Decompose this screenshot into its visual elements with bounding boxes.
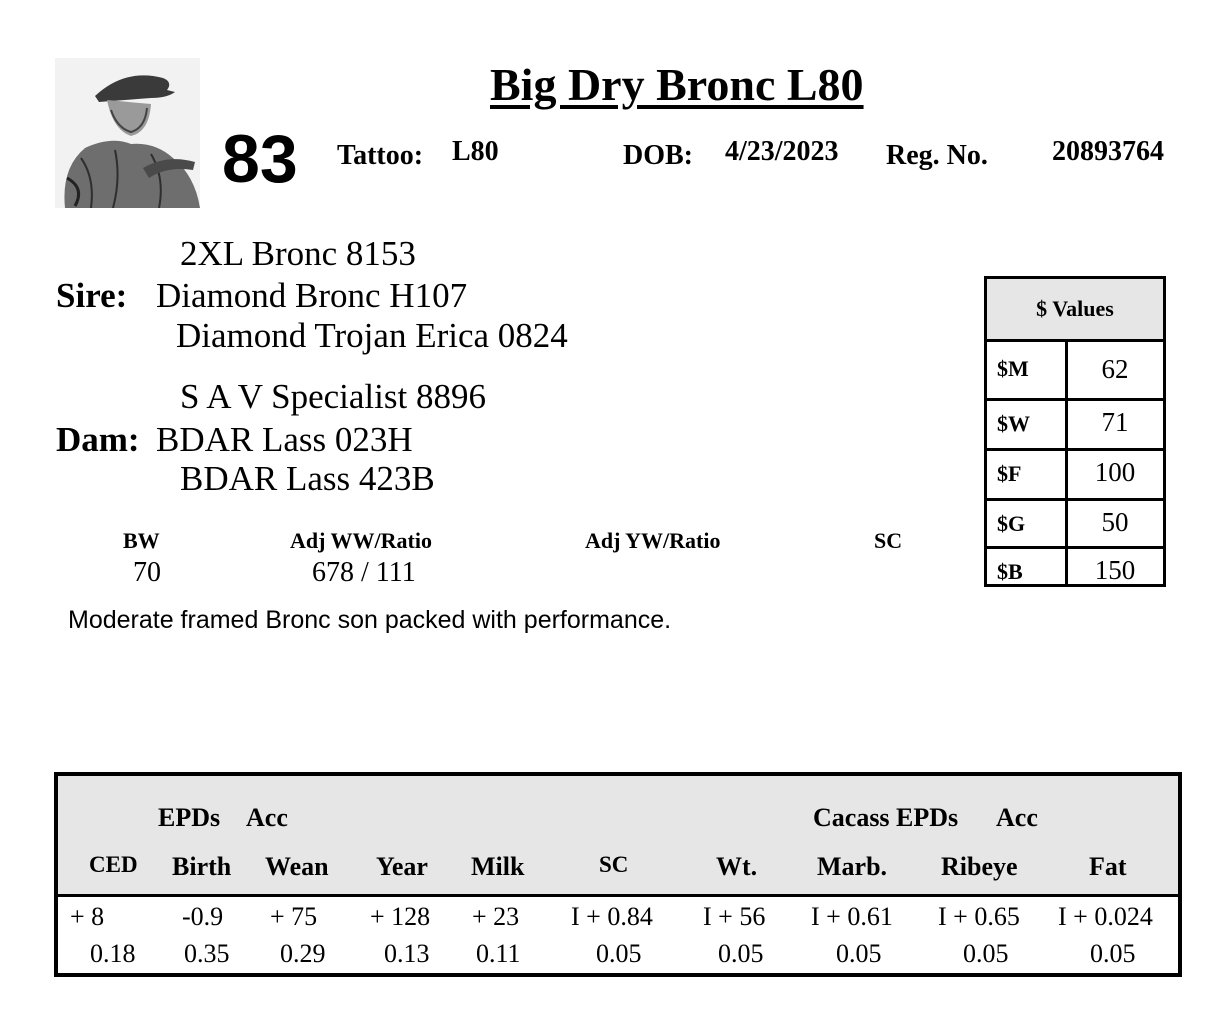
dollar-value: 50 (1101, 507, 1129, 537)
epd-value: + 8 (70, 902, 105, 931)
dollar-value: 71 (1101, 407, 1129, 437)
dam-label: Dam: (56, 420, 140, 459)
epd-col-sc: SC (599, 852, 629, 877)
adj-yw-label: Adj YW/Ratio (585, 528, 721, 553)
dollar-label: $B (997, 559, 1023, 584)
epd-value: I + 0.84 (571, 902, 653, 931)
epd-accuracy: 0.35 (184, 939, 230, 968)
epd-col-wean: Wean (265, 852, 329, 881)
dollar-row (987, 549, 1163, 599)
dollar-label: $W (997, 411, 1030, 436)
dollar-values-title: $ Values (987, 279, 1163, 342)
epd-value: + 23 (472, 902, 520, 931)
dam-dam: BDAR Lass 423B (180, 459, 435, 498)
dob-label: DOB: (623, 140, 693, 171)
epd-col-ced: CED (89, 852, 138, 877)
epd-value: + 75 (270, 902, 318, 931)
lot-number: 83 (222, 121, 298, 197)
sire-name: Diamond Bronc H107 (156, 276, 468, 315)
dollar-label: $F (997, 461, 1022, 486)
sire-sire: 2XL Bronc 8153 (180, 234, 416, 273)
dollar-value: 150 (1094, 555, 1136, 585)
dollar-row (987, 451, 1163, 501)
epd-value: I + 0.61 (811, 902, 893, 931)
epd-accuracy: 0.05 (596, 939, 642, 968)
epd-accuracy: 0.05 (1090, 939, 1136, 968)
sire-label: Sire: (56, 276, 128, 315)
epd-col-fat: Fat (1089, 852, 1127, 881)
epd-group-label: EPDs (158, 803, 221, 832)
dollar-label: $M (997, 356, 1029, 381)
dollar-label: $G (997, 511, 1026, 536)
bw-value: 70 (133, 557, 161, 588)
reg-no-label: Reg. No. (886, 140, 988, 171)
epd-value: I + 0.65 (938, 902, 1020, 931)
sc-label: SC (874, 528, 903, 553)
dollar-row (987, 501, 1163, 551)
epd-accuracy: 0.18 (90, 939, 136, 968)
epd-value: + 128 (370, 902, 431, 931)
carcass-epd-group-label: Cacass EPDs (813, 803, 959, 832)
adj-ww-value: 678 / 111 (312, 557, 416, 588)
epd-table (54, 772, 1182, 977)
dollar-row (987, 342, 1163, 392)
epd-accuracy: 0.05 (718, 939, 764, 968)
epd-col-milk: Milk (471, 852, 525, 881)
comment-text: Moderate framed Bronc son packed with performance. (68, 606, 672, 634)
epd-col-wt: Wt. (716, 852, 758, 881)
adj-ww-label: Adj WW/Ratio (290, 528, 432, 553)
carcass-acc-label: Acc (996, 803, 1038, 832)
dob-value: 4/23/2023 (725, 136, 839, 167)
epd-col-marb: Marb. (817, 852, 888, 881)
dollar-value: 100 (1094, 457, 1136, 487)
epd-col-birth: Birth (172, 852, 232, 881)
dollar-values-table (984, 276, 1166, 587)
epd-header-divider (58, 894, 1178, 897)
reg-no-value: 20893764 (1052, 136, 1164, 167)
epd-accuracy: 0.05 (836, 939, 882, 968)
epd-value: I + 0.024 (1058, 902, 1153, 931)
dollar-value: 62 (1101, 354, 1129, 384)
epd-value: I + 56 (703, 902, 766, 931)
animal-name-title: Big Dry Bronc L80 (490, 59, 864, 110)
sire-dam: Diamond Trojan Erica 0824 (176, 316, 568, 355)
epd-col-ribeye: Ribeye (941, 852, 1018, 881)
dam-sire: S A V Specialist 8896 (180, 377, 486, 416)
dollar-row (987, 401, 1163, 451)
epd-acc-label: Acc (246, 803, 288, 832)
dam-name: BDAR Lass 023H (156, 420, 413, 459)
epd-accuracy: 0.11 (476, 939, 521, 968)
bw-label: BW (123, 528, 160, 553)
tattoo-value: L80 (452, 136, 499, 167)
epd-col-year: Year (376, 852, 428, 881)
epd-accuracy: 0.29 (280, 939, 326, 968)
epd-value: -0.9 (182, 902, 224, 931)
cowboy-sketch-logo (55, 58, 200, 208)
epd-accuracy: 0.05 (963, 939, 1009, 968)
tattoo-label: Tattoo: (337, 140, 424, 171)
epd-accuracy: 0.13 (384, 939, 430, 968)
